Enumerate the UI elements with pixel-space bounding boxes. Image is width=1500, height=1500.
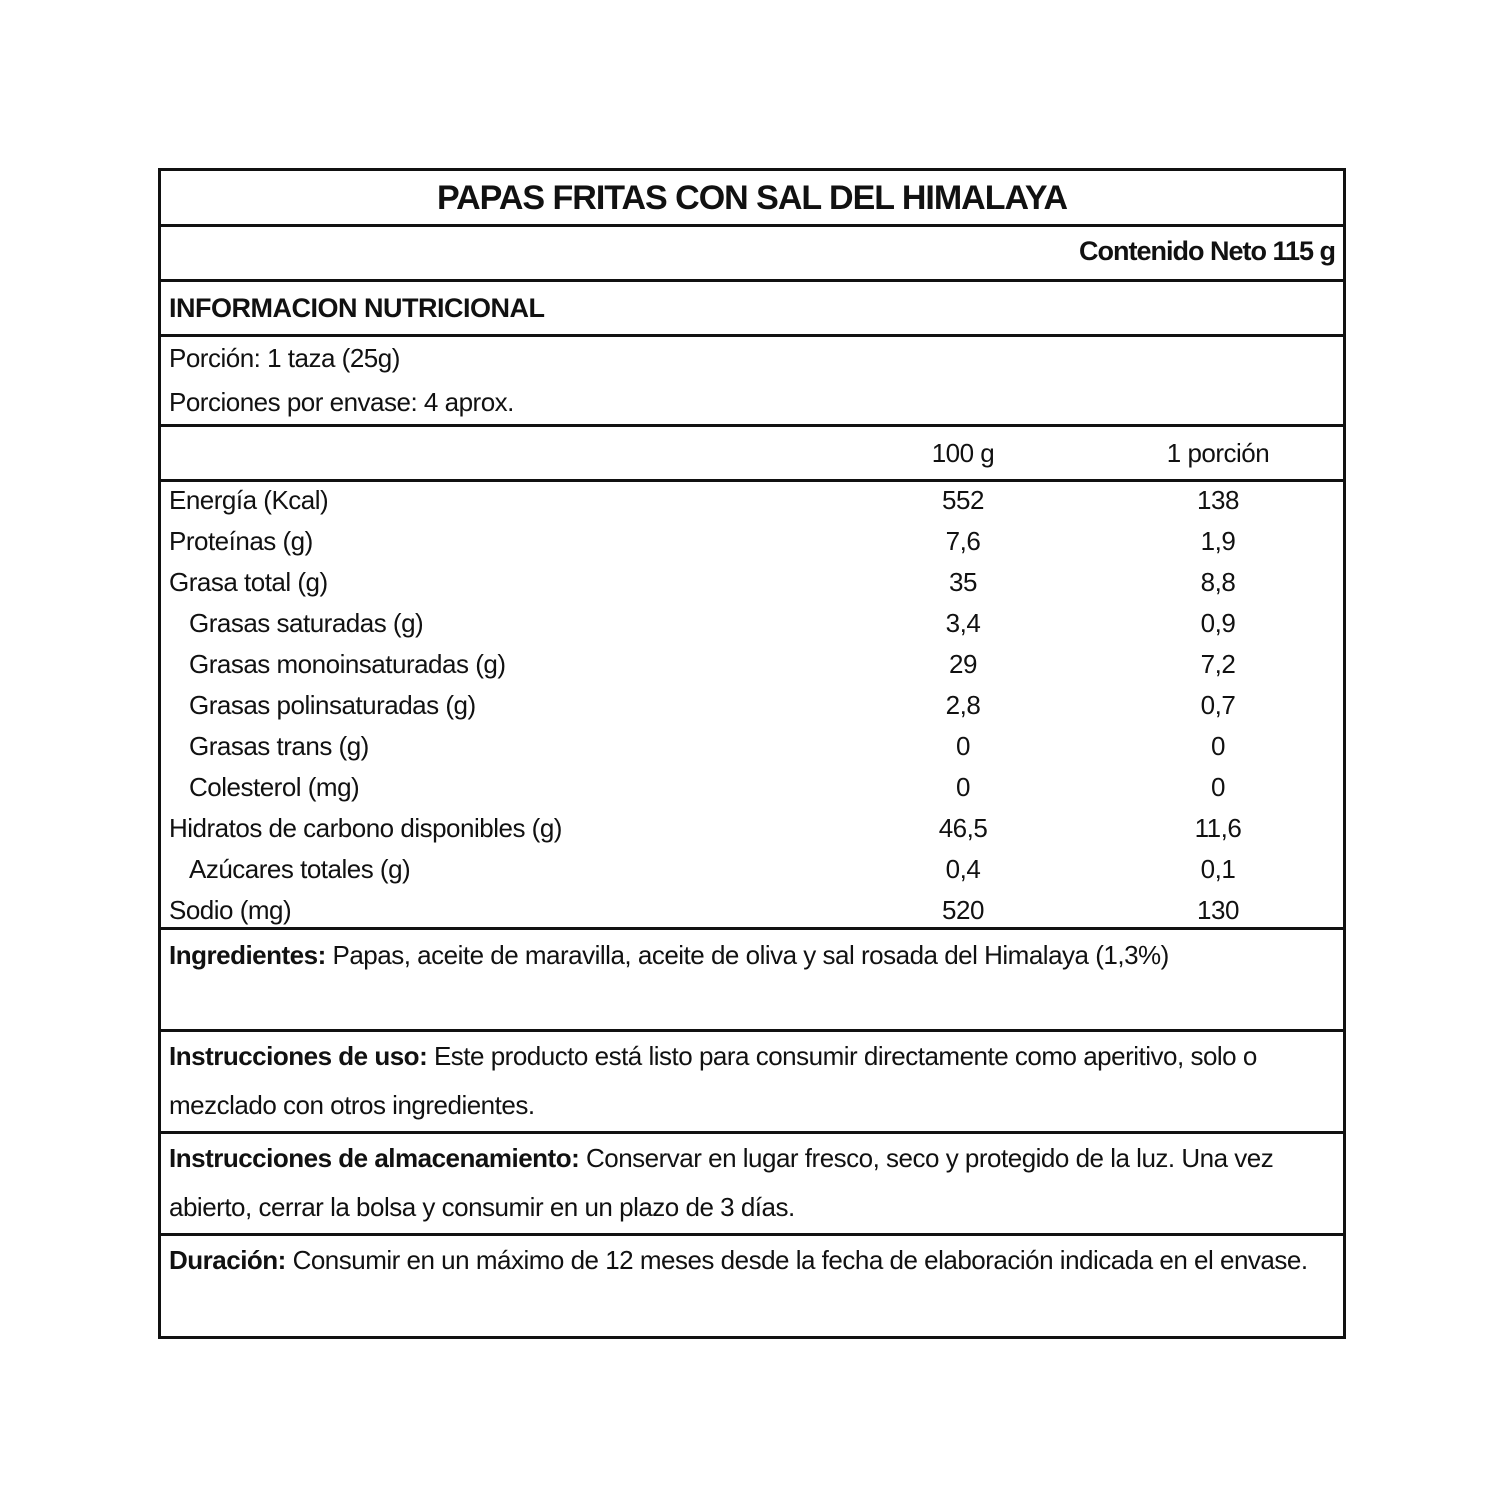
duration-text: Consumir en un máximo de 12 meses desde la fecha de elaboración indicada en el envase. [285, 1245, 1308, 1275]
nutrient-value-portion: 0 [1211, 772, 1225, 802]
nutrient-row [161, 769, 1343, 810]
nutrient-name: Grasas polinsaturadas (g) [189, 690, 476, 720]
portions-per-package: Porciones por envase: 4 aprox. [169, 387, 514, 417]
nutrient-value-100g: 0 [956, 731, 970, 761]
nutrient-name: Grasa total (g) [169, 567, 328, 597]
portion-size: Porción: 1 taza (25g) [169, 343, 400, 373]
nutrient-row [161, 687, 1343, 728]
nutrient-name: Grasas monoinsaturadas (g) [189, 649, 506, 679]
nutrient-value-100g: 0,4 [945, 854, 981, 884]
net-content: Contenido Neto 115 g [1078, 236, 1335, 266]
nutrient-value-100g: 2,8 [945, 690, 981, 720]
nutrient-row [161, 564, 1343, 605]
usage-label: Instrucciones de uso: [169, 1041, 428, 1071]
column-header-100g: 100 g [931, 438, 995, 468]
nutrient-value-100g: 7,6 [945, 526, 981, 556]
storage-text: Conservar en lugar fresco, seco y protegido de la luz. Una vez abierto, cerrar la bolsa y consumir en un plazo de 3 días. [169, 1143, 1274, 1222]
storage-label: Instrucciones de almacenamiento: [169, 1143, 580, 1173]
nutrient-name: Colesterol (mg) [189, 772, 360, 802]
serving-info [161, 337, 1343, 424]
nutrient-value-portion: 0,1 [1200, 854, 1236, 884]
nutrient-row [161, 482, 1343, 523]
ingredients-text: Papas, aceite de maravilla, aceite de oliva y sal rosada del Himalaya (1,3%) [325, 940, 1169, 970]
column-headers [161, 427, 1343, 479]
duration-section [161, 1236, 1343, 1336]
nutrient-table [161, 482, 1343, 927]
duration-label: Duración: [169, 1245, 286, 1275]
ingredients-section [161, 930, 1343, 1029]
nutrient-value-portion: 1,9 [1200, 526, 1236, 556]
nutrient-value-portion: 138 [1197, 485, 1239, 515]
nutrient-row [161, 605, 1343, 646]
nutrient-name: Grasas trans (g) [189, 731, 369, 761]
nutrient-value-portion: 0 [1211, 731, 1225, 761]
nutrient-row [161, 523, 1343, 564]
usage-text: Este producto está listo para consumir directamente como aperitivo, solo o mezclado con otros ingredientes. [169, 1041, 1257, 1120]
nutrient-value-portion: 0,9 [1200, 608, 1236, 638]
nutrition-label [158, 168, 1346, 1339]
nutrient-value-100g: 46,5 [938, 813, 988, 843]
nutrient-name: Proteínas (g) [169, 526, 313, 556]
ingredients-label: Ingredientes: [169, 940, 326, 970]
usage-section [161, 1032, 1343, 1131]
nutrient-value-portion: 11,6 [1194, 813, 1242, 843]
nutrition-heading: INFORMACION NUTRICIONAL [169, 293, 545, 323]
nutrient-name: Grasas saturadas (g) [189, 608, 424, 638]
column-header-portion: 1 porción [1166, 438, 1270, 468]
nutrient-value-portion: 8,8 [1200, 567, 1236, 597]
nutrient-value-100g: 3,4 [945, 608, 981, 638]
product-title: PAPAS FRITAS CON SAL DEL HIMALAYA [436, 179, 1068, 217]
nutrient-value-portion: 7,2 [1200, 649, 1236, 679]
storage-section [161, 1134, 1343, 1233]
nutrient-value-100g: 29 [949, 649, 977, 679]
nutrient-name: Energía (Kcal) [169, 485, 329, 515]
nutrient-value-100g: 552 [942, 485, 984, 515]
nutrient-value-portion: 0,7 [1200, 690, 1236, 720]
nutrient-value-100g: 520 [942, 895, 984, 925]
nutrient-row [161, 810, 1343, 851]
nutrient-value-100g: 0 [956, 772, 970, 802]
nutrient-value-portion: 130 [1197, 895, 1239, 925]
nutrient-row [161, 851, 1343, 892]
nutrient-value-100g: 35 [949, 567, 977, 597]
nutrient-name: Hidratos de carbono disponibles (g) [169, 813, 562, 843]
nutrient-name: Sodio (mg) [169, 895, 292, 925]
nutrient-row [161, 728, 1343, 769]
nutrient-name: Azúcares totales (g) [189, 854, 411, 884]
nutrient-row [161, 646, 1343, 687]
